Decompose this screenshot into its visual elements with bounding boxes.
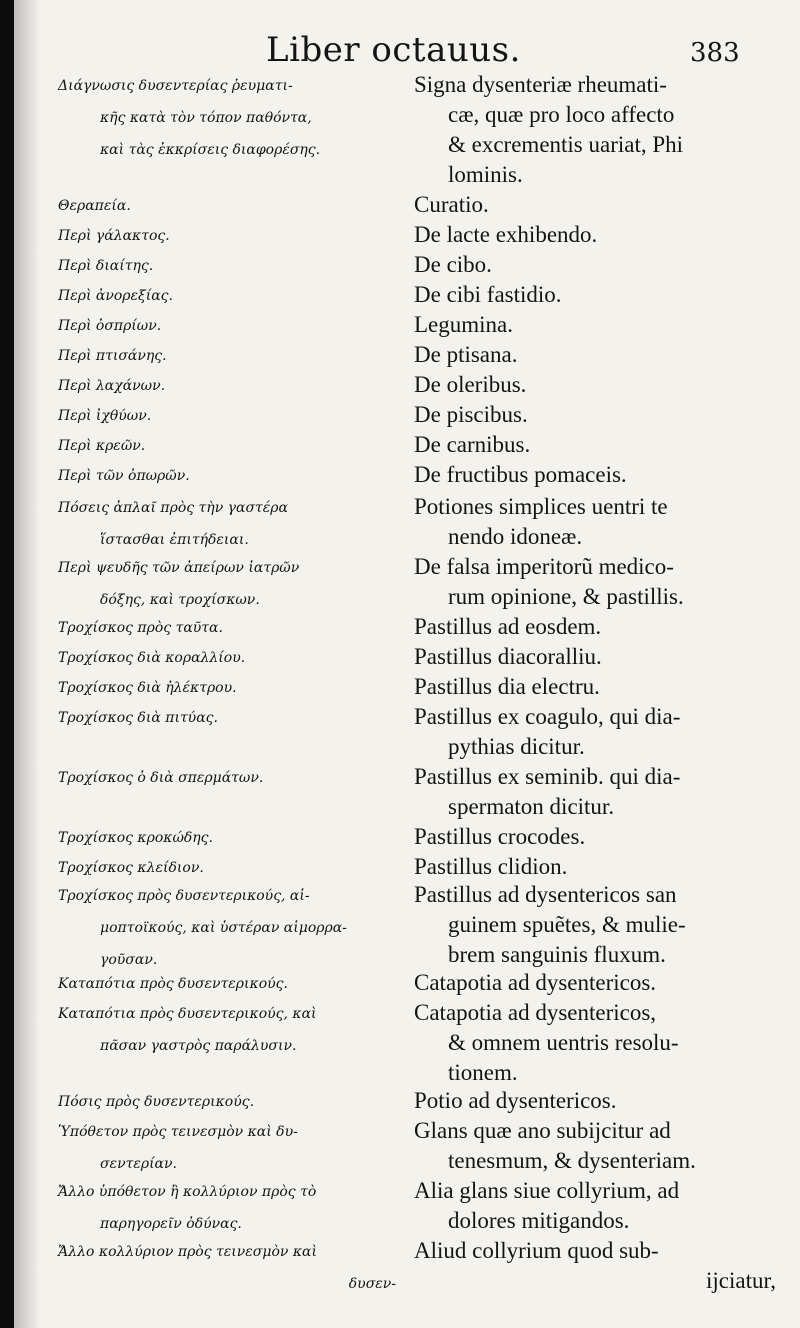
greek-line: κῆς κατὰ τὸν τόπον παθόντα, <box>100 110 312 126</box>
greek-entry <box>58 702 414 734</box>
latin-entry <box>414 310 794 340</box>
greek-entry <box>58 250 414 282</box>
latin-line: Pastillus clidion. <box>414 854 568 879</box>
latin-entry <box>414 1236 794 1296</box>
greek-entry <box>58 220 414 252</box>
greek-line: Περὶ διαίτης. <box>58 258 154 274</box>
latin-entry <box>414 280 794 310</box>
greek-entry <box>58 430 414 462</box>
latin-line: De ptisana. <box>414 342 518 367</box>
greek-line: μοπτοϊκούς, καὶ ὑστέραν αἱμορρα- <box>100 920 347 936</box>
greek-line: Περὶ ψευδῆς τῶν ἀπείρων ἰατρῶν <box>58 560 300 576</box>
greek-entry <box>58 612 414 644</box>
greek-entry <box>58 762 414 794</box>
greek-entry <box>58 552 414 616</box>
latin-line: brem sanguinis fluxum. <box>448 942 666 967</box>
greek-line: Περὶ κρεῶν. <box>58 438 146 454</box>
greek-entry <box>58 1176 414 1240</box>
greek-entry <box>58 280 414 312</box>
greek-entry <box>58 340 414 372</box>
latin-line: Pastillus ad eosdem. <box>414 614 602 639</box>
greek-entry <box>58 998 414 1062</box>
greek-line: Διάγνωσις δυσεντερίας ῥευματι- <box>58 78 293 94</box>
greek-line: δόξης, καὶ τροχίσκων. <box>100 592 260 608</box>
greek-line: Περὶ γάλακτος. <box>58 228 170 244</box>
greek-entry <box>58 70 414 166</box>
latin-entry <box>414 340 794 370</box>
greek-line: γοῦσαν. <box>100 952 158 968</box>
latin-entry <box>414 612 794 642</box>
greek-entry <box>58 1086 414 1118</box>
latin-entry <box>414 852 794 882</box>
greek-line: Περὶ ἀνορεξίας. <box>58 288 173 304</box>
latin-line: De piscibus. <box>414 402 528 427</box>
latin-entry <box>414 702 794 762</box>
greek-line: Περὶ ἰχθύων. <box>58 408 152 424</box>
latin-line: spermaton dicitur. <box>448 794 615 819</box>
latin-line: nendo idoneæ. <box>448 524 583 549</box>
latin-line: tionem. <box>448 1060 518 1085</box>
latin-line: Pastillus ad dysentericos san <box>414 882 677 907</box>
latin-line: & excrementis uariat, Phi <box>448 132 684 157</box>
greek-entry <box>58 822 414 854</box>
latin-line: Signa dysenteriæ rheumati- <box>414 72 667 97</box>
latin-line: dolores mitigandos. <box>448 1208 630 1233</box>
latin-line: De carnibus. <box>414 432 531 457</box>
greek-line: Ἄλλο ὑπόθετον ἢ κολλύριον πρὸς τὸ <box>58 1184 317 1200</box>
latin-entry <box>414 552 794 612</box>
latin-entry <box>414 880 794 970</box>
latin-entry <box>414 400 794 430</box>
greek-entry <box>58 400 414 432</box>
latin-line: Curatio. <box>414 192 489 217</box>
greek-line: Περὶ πτισάνης. <box>58 348 167 364</box>
greek-line: δυσεν- <box>348 1276 396 1292</box>
greek-entry <box>58 492 414 556</box>
greek-line: Θεραπεία. <box>58 198 131 214</box>
latin-line: Aliud collyrium quod sub- <box>414 1238 659 1263</box>
latin-entry <box>414 370 794 400</box>
latin-line: Catapotia ad dysentericos. <box>414 970 657 995</box>
greek-line: πᾶσαν γαστρὸς παράλυσιν. <box>100 1038 297 1054</box>
greek-line: Τροχίσκος πρὸς δυσεντερικούς, αἱ- <box>58 888 310 904</box>
greek-line: καὶ τὰς ἐκκρίσεις διαφορέσης. <box>100 142 321 158</box>
latin-entry <box>414 762 794 822</box>
latin-entry <box>414 968 794 998</box>
running-title: Liber octauus. <box>266 30 521 70</box>
book-page <box>14 0 800 1328</box>
greek-line: Καταπότια πρὸς δυσεντερικούς. <box>58 976 288 992</box>
greek-entry <box>58 190 414 222</box>
latin-line: Pastillus crocodes. <box>414 824 586 849</box>
latin-line: & omnem uentris resolu- <box>448 1030 679 1055</box>
greek-line: Ὑπόθετον πρὸς τεινεσμὸν καὶ δυ- <box>58 1124 298 1140</box>
greek-line: Τροχίσκος διὰ ἠλέκτρου. <box>58 680 237 696</box>
latin-line: De oleribus. <box>414 372 527 397</box>
latin-line: De cibi fastidio. <box>414 282 562 307</box>
greek-entry <box>58 1116 414 1180</box>
greek-line: Τροχίσκος κλείδιον. <box>58 860 204 876</box>
latin-line: Glans quæ ano subijcitur ad <box>414 1118 671 1143</box>
latin-line: Pastillus ex coagulo, qui dia- <box>414 704 681 729</box>
latin-entry <box>414 460 794 490</box>
latin-line: Alia glans siue collyrium, ad <box>414 1178 680 1203</box>
page-number: 383 <box>690 38 740 68</box>
latin-line: cæ, quæ pro loco affecto <box>448 102 675 127</box>
latin-entry <box>414 1086 794 1116</box>
latin-entry <box>414 998 794 1088</box>
latin-line: Potio ad dysentericos. <box>414 1088 617 1113</box>
greek-line: Ἄλλο κολλύριον πρὸς τεινεσμὸν καὶ <box>58 1244 317 1260</box>
greek-entry <box>58 672 414 704</box>
greek-entry <box>58 1236 414 1300</box>
latin-entry <box>414 250 794 280</box>
greek-line: Τροχίσκος κροκώδης. <box>58 830 213 846</box>
greek-entry <box>58 460 414 492</box>
latin-line: rum opinione, & pastillis. <box>448 584 684 609</box>
greek-line: παρηγορεῖν ὀδύνας. <box>100 1216 242 1232</box>
latin-line: Pastillus ex seminib. qui dia- <box>414 764 681 789</box>
latin-line: De falsa imperitorũ medico- <box>414 554 674 579</box>
latin-line: Pastillus dia electru. <box>414 674 600 699</box>
latin-line: De cibo. <box>414 252 492 277</box>
greek-entry <box>58 310 414 342</box>
greek-line: Τροχίσκος πρὸς ταῦτα. <box>58 620 223 636</box>
latin-line: Potiones simplices uentri te <box>414 494 668 519</box>
greek-line: Περὶ ὀσπρίων. <box>58 318 162 334</box>
latin-line: Pastillus diacoralliu. <box>414 644 602 669</box>
greek-line: Πόσεις ἁπλαῖ πρὸς τὴν γαστέρα <box>58 500 288 516</box>
latin-line: De lacte exhibendo. <box>414 222 598 247</box>
greek-entry <box>58 642 414 674</box>
greek-entry <box>58 880 414 976</box>
latin-entry <box>414 822 794 852</box>
latin-entry <box>414 430 794 460</box>
latin-line: De fructibus pomaceis. <box>414 462 627 487</box>
greek-line: Περὶ λαχάνων. <box>58 378 166 394</box>
latin-entry <box>414 1176 794 1236</box>
greek-entry <box>58 370 414 402</box>
latin-line: ijciatur, <box>706 1268 776 1293</box>
latin-entry <box>414 70 794 190</box>
greek-line: Τροχίσκος διὰ κοραλλίου. <box>58 650 246 666</box>
greek-line: Τροχίσκος διὰ πιτύας. <box>58 710 218 726</box>
greek-entry <box>58 968 414 1000</box>
latin-entry <box>414 492 794 552</box>
latin-line: lominis. <box>448 162 523 187</box>
greek-line: Περὶ τῶν ὀπωρῶν. <box>58 468 190 484</box>
greek-line: Καταπότια πρὸς δυσεντερικούς, καὶ <box>58 1006 317 1022</box>
latin-entry <box>414 1116 794 1176</box>
greek-line: Πόσις πρὸς δυσεντερικούς. <box>58 1094 255 1110</box>
greek-line: σεντερίαν. <box>100 1156 177 1172</box>
latin-entry <box>414 672 794 702</box>
greek-line: Τροχίσκος ὁ διὰ σπερμάτων. <box>58 770 264 786</box>
page-header <box>14 22 800 70</box>
latin-entry <box>414 220 794 250</box>
latin-line: Legumina. <box>414 312 513 337</box>
latin-entry <box>414 642 794 672</box>
latin-entry <box>414 190 794 220</box>
latin-line: Catapotia ad dysentericos, <box>414 1000 657 1025</box>
latin-line: guinem spuẽtes, & mulie- <box>448 912 686 937</box>
greek-line: ἵστασθαι ἐπιτήδειαι. <box>100 532 249 548</box>
latin-line: tenesmum, & dysenteriam. <box>448 1148 696 1173</box>
latin-line: pythias dicitur. <box>448 734 585 759</box>
